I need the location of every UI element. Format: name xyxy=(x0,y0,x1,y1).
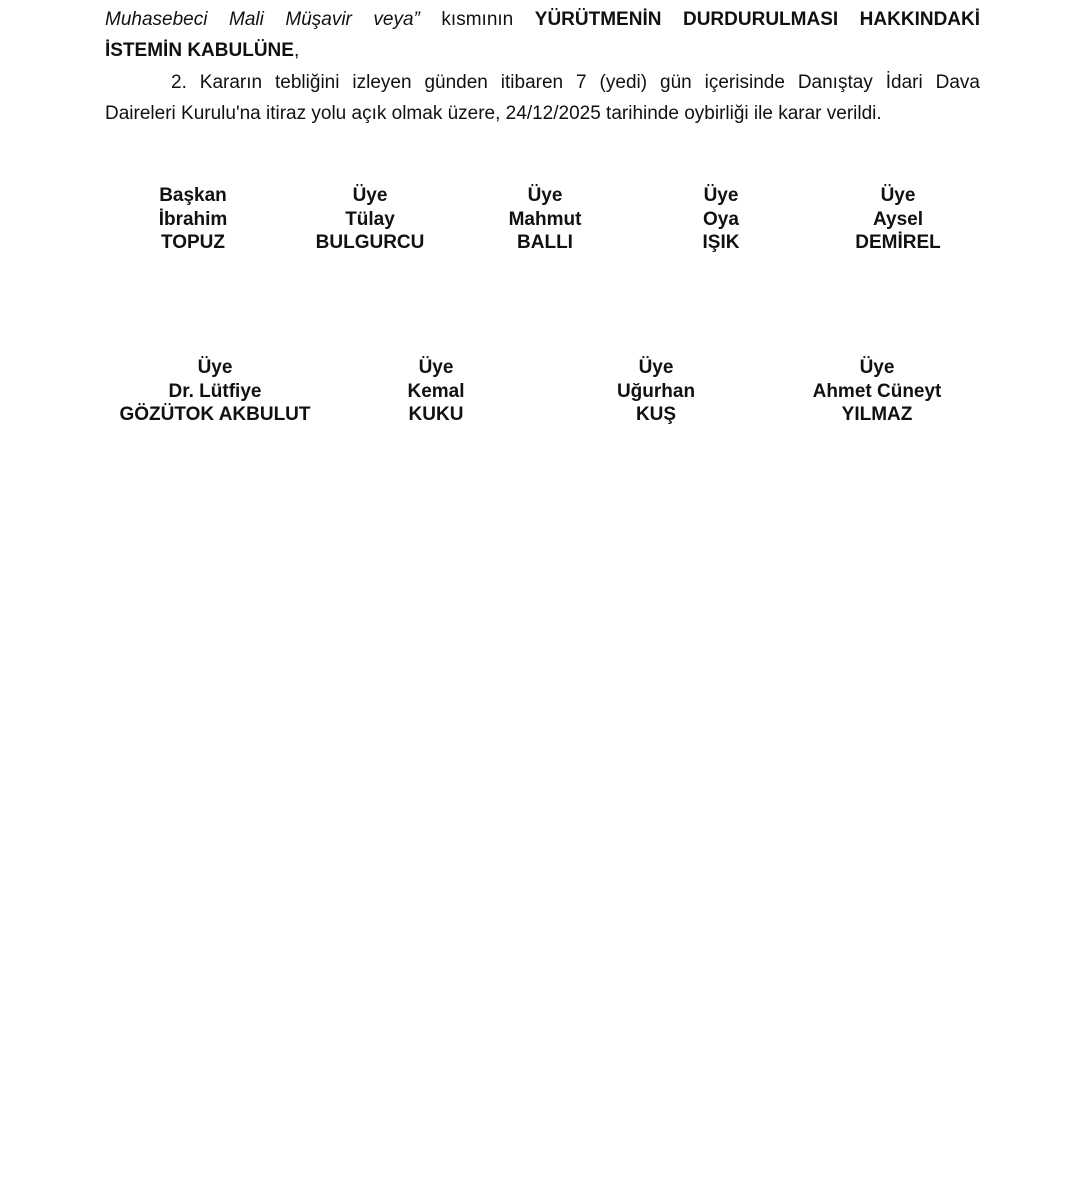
signature-first-name: Oya xyxy=(703,208,739,230)
signature-last-name: KUŞ xyxy=(635,404,677,425)
signature-last-name: TOPUZ xyxy=(160,232,226,253)
signature-first-name: Ahmet Cüneyt xyxy=(812,380,942,402)
signature-first-name: Aysel xyxy=(873,208,923,230)
bold-ruling-line-2: İSTEMİN KABULÜNE xyxy=(105,40,294,61)
signature-first-name: Uğurhan xyxy=(616,380,696,402)
signature-title: Üye xyxy=(703,185,739,206)
signature-first-name: Mahmut xyxy=(508,208,582,230)
signature-title: Üye xyxy=(527,185,563,206)
paragraph-1-line-1 xyxy=(105,4,980,35)
signature-first-name: Dr. Lütfiye xyxy=(168,380,262,402)
signature-first-name: İbrahim xyxy=(158,208,228,230)
signature-title: Üye xyxy=(418,357,454,378)
signature-title: Başkan xyxy=(159,185,227,206)
signature-block-member xyxy=(326,356,546,427)
signature-last-name: BULGURCU xyxy=(315,232,425,253)
signature-last-name: YILMAZ xyxy=(841,404,913,425)
signature-last-name: DEMİREL xyxy=(855,232,941,253)
signature-title: Üye xyxy=(638,357,674,378)
signature-last-name: GÖZÜTOK AKBULUT xyxy=(119,404,311,425)
signature-title: Üye xyxy=(880,185,916,206)
paragraph-2-line-2: Daireleri Kurulu'na itiraz yolu açık olmak üzere, 24/12/2025 tarihinde oybirliği ile karar verildi. xyxy=(105,103,882,124)
signature-title: Üye xyxy=(352,185,388,206)
signature-title: Üye xyxy=(197,357,233,378)
signature-last-name: IŞIK xyxy=(702,232,740,253)
signature-first-name: Tülay xyxy=(345,208,395,230)
decision-paragraph-1 xyxy=(105,4,980,66)
signature-last-name: KUKU xyxy=(408,404,464,425)
bold-ruling-line-1: YÜRÜTMENİN DURDURULMASI HAKKINDAKİ xyxy=(534,9,981,30)
signature-block-member xyxy=(105,356,325,427)
trailing-comma: , xyxy=(293,40,300,61)
signature-block-member xyxy=(788,184,1008,255)
signature-title: Üye xyxy=(859,357,895,378)
signature-first-name: Kemal xyxy=(407,380,465,402)
signature-last-name: BALLI xyxy=(517,232,573,253)
paragraph-1-line-2 xyxy=(105,35,980,66)
signature-block-member xyxy=(767,356,987,427)
decision-paragraph-2 xyxy=(105,67,980,129)
italic-quote: Muhasebeci Mali Müşavir veya” xyxy=(105,9,420,30)
plain-text: kısmının xyxy=(419,9,535,30)
signature-block-member xyxy=(546,356,766,427)
paragraph-2-line-1: 2. Kararın tebliğini izleyen günden itibaren 7 (yedi) gün içerisinde Danıştay İdari Dava xyxy=(171,72,980,93)
